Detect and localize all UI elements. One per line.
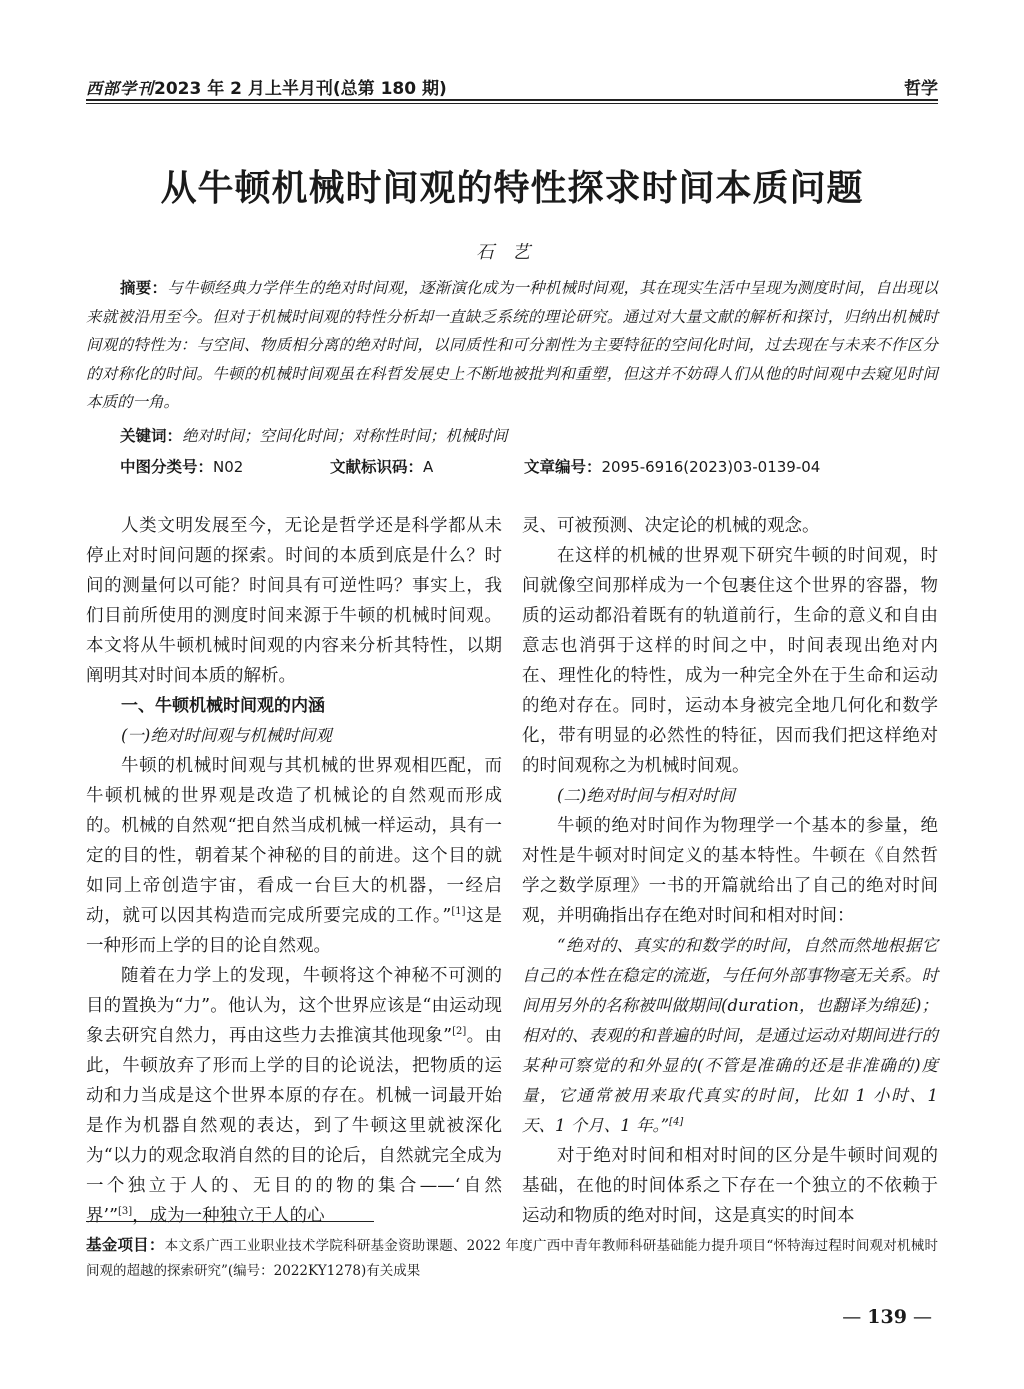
page-number-value: 139	[867, 1306, 907, 1328]
page-number: — 139 —	[842, 1306, 932, 1328]
citation-ref: [1]	[451, 906, 466, 918]
document-code	[330, 455, 433, 477]
paragraph: 牛顿的绝对时间作为物理学一个基本的参量，绝对性是牛顿对时间定义的基本特性。牛顿在《自然哲学之数学原理》一书的开篇就给出了自己的绝对时间观，并明确指出存在绝对时间和相对时间：	[522, 816, 938, 926]
issue-info: 2023 年 2 月上半月刊(总第 180 期)	[154, 79, 447, 99]
paragraph-text: 。由此，牛顿放弃了形而上学的目的论说法，把物质的运动和力当成是这个世界本原的存在。机械一词最开始是作为机器自然观的表达，到了牛顿这里就被深化为“以力的观念取消自然的目的论后，自然就完全成为一个独立于人的、无目的的物的集合——‘自然界’”	[86, 1026, 502, 1226]
paragraph-text: 随着在力学上的发现，牛顿将这个神秘不可测的目的置换为“力”。他认为，这个世界应该是“由运动现象去研究自然力，再由这些力去推演其他现象”	[86, 966, 502, 1046]
funding-footnote	[86, 1233, 938, 1284]
paper-title: 从牛顿机械时间观的特性探求时间本质问题	[160, 168, 864, 209]
citation-ref: [4]	[669, 1116, 684, 1128]
block-quote	[522, 931, 938, 1141]
header-rule-thin	[86, 103, 938, 104]
paragraph-text: 这是一种形而上学的目的论自然观。	[86, 906, 502, 956]
article-meta	[120, 455, 938, 479]
journal-logo: 西部学刊	[86, 79, 155, 98]
paragraph	[86, 961, 502, 1231]
citation-ref: [3]	[118, 1206, 133, 1218]
author-name: 石艺	[476, 242, 548, 263]
paragraph: 对于绝对时间和相对时间的区分是牛顿时间观的基础，在他的时间体系之下存在一个独立的不依赖于运动和物质的绝对时间，这是真实的时间本	[522, 1146, 938, 1226]
keywords	[120, 424, 938, 446]
clc-label: 中图分类号：	[120, 458, 214, 476]
article-value: 2095-6916(2023)03-0139-04	[601, 458, 821, 476]
footnote-rule	[86, 1221, 374, 1222]
paragraph: 灵、可被预测、决定论的机械的观念。	[522, 516, 820, 536]
doc-label: 文献标识码：	[330, 458, 424, 476]
keywords-text: 绝对时间；空间化时间；对称性时间；机械时间	[182, 427, 508, 445]
subsection-heading: (二)绝对时间与相对时间	[557, 786, 735, 805]
citation-ref: [2]	[452, 1026, 467, 1038]
body-column-right	[522, 511, 938, 1231]
article-number	[524, 455, 820, 477]
clc-number	[120, 455, 243, 477]
body-column-left	[86, 511, 502, 1231]
running-header	[86, 72, 938, 100]
quote-text: “绝对的、真实的和数学的时间，自然而然地根据它自己的本性在稳定的流逝，与任何外部事物毫无关系。时间用另外的名称被叫做期间(duration，也翻译为绵延)；相对的、表观的和普遍的时间，是通过运动对期间进行的某种可察觉的和外显的(不管是准确的还是非准确的)度量，它通常被用来取代真实的时间，比如 1 小时、1 天、1 个月、1 年。”	[522, 936, 938, 1135]
footnote-text: 本文系广西工业职业技术学院科研基金资助课题、2022 年度广西中青年教师科研基础能力提升项目“怀特海过程时间观对机械时间观的超越的探索研究”(编号：2022KY1278)有关成果	[86, 1238, 938, 1279]
clc-value: N02	[213, 458, 244, 476]
header-left	[86, 74, 447, 99]
abstract	[86, 274, 938, 417]
abstract-text: 与牛顿经典力学伴生的绝对时间观，逐渐演化成为一种机械时间观，其在现实生活中呈现为测度时间，自出现以来就被沿用至今。但对于机械时间观的特性分析却一直缺乏系统的理论研究。通过对大量文献的解析和探讨，归纳出机械时间观的特性为：与空间、物质相分离的绝对时间，以同质性和可分割性为主要特征的空间化时间，过去现在与未来不作区分的对称化的时间。牛顿的机械时间观虽在科哲发展史上不断地被批判和重塑，但这并不妨碍人们从他的时间观中去窥见时间本质的一角。	[86, 279, 938, 412]
doc-value: A	[423, 458, 434, 476]
paragraph	[86, 751, 502, 961]
section-label: 哲学	[904, 79, 938, 99]
footnote-label: 基金项目：	[86, 1236, 165, 1254]
header-rule	[86, 99, 938, 101]
section-heading: 一、牛顿机械时间观的内涵	[121, 696, 325, 716]
abstract-label: 摘要：	[120, 279, 168, 297]
paragraph: 在这样的机械的世界观下研究牛顿的时间观，时间就像空间那样成为一个包裹住这个世界的容器，物质的运动都沿着既有的轨道前行，生命的意义和自由意志也消弭于这样的时间之中，时间表现出绝对内在、理性化的特性，成为一种完全外在于生命和运动的绝对存在。同时，运动本身被完全地几何化和数学化，带有明显的必然性的特征，因而我们把这样绝对的时间观称之为机械时间观。	[522, 546, 938, 776]
subsection-heading: (一)绝对时间观与机械时间观	[121, 726, 332, 745]
keywords-label: 关键词：	[120, 427, 183, 445]
article-label: 文章编号：	[524, 458, 602, 476]
paragraph-text: 牛顿的机械时间观与其机械的世界观相匹配，而牛顿机械的世界观是改造了机械论的自然观而形成的。机械的自然观“把自然当成机械一样运动，具有一定的目的性，朝着某个神秘的目的前进。这个目的就如同上帝创造宇宙，看成一台巨大的机器，一经启动，就可以因其构造而完成所要完成的工作。”	[86, 756, 502, 926]
paragraph: 人类文明发展至今，无论是哲学还是科学都从未停止对时间问题的探索。时间的本质到底是什么？时间的测量何以可能？时间具有可逆性吗？事实上，我们目前所使用的测度时间来源于牛顿的机械时间观。本文将从牛顿机械时间观的内容来分析其特性，以期阐明其对时间本质的解析。	[86, 516, 502, 686]
paragraph-text: ，成为一种独立于人的心	[132, 1206, 325, 1226]
